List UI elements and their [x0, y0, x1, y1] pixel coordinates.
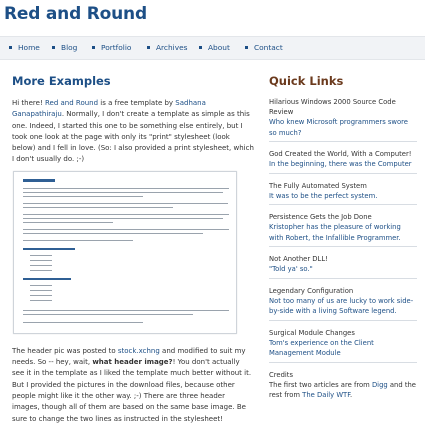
quick-link-title: Surgical Module Changes	[269, 328, 355, 337]
thumbnail-title-line	[23, 179, 55, 182]
quick-link-item	[269, 328, 417, 363]
bullet-icon	[9, 46, 12, 49]
header-pic-paragraph: The header pic was posted to stock.xchng and modified to suit my needs. So -- hey, wait, what header image?! You don't actually see it in the template as I liked the template much better without it. But I provided the pictures in the download files, because other people might like it the other way. ;-) There are three header images, though all of them are based on the same base image. Be sure to change the two lines as instructed in the stylesheet!	[12, 346, 252, 423]
quick-link[interactable]: Kristopher has the pleasure of working with Robert, the Infallible Programmer.	[269, 222, 417, 247]
site-title[interactable]: Red and Round	[4, 4, 147, 24]
nav-item-label: Home	[18, 43, 40, 52]
bullet-icon	[92, 46, 95, 49]
intro-paragraph: Hi there! Red and Round is a free template by Sadhana Ganapathiraju. Normally, I don't create a template as simple as this one. Indeed, I started this one to be something else entirely, but I took one look at the page with only its "print" stylesheet (look below) and I fell in love. (So: I also provided a print stylesheet, which I don't usually do. ;-)	[12, 99, 254, 164]
main-nav	[0, 36, 425, 60]
quick-link[interactable]: In the beginning, there was the Computer	[269, 159, 417, 174]
bullet-icon	[245, 46, 248, 49]
nav-item-label: Archives	[156, 43, 188, 52]
nav-item-archives[interactable]	[147, 43, 188, 52]
nav-item-about[interactable]	[199, 43, 230, 52]
quick-link-item	[269, 149, 417, 174]
bullet-icon	[199, 46, 202, 49]
nav-item-label: Portfolio	[101, 43, 132, 52]
quick-link[interactable]: It was to be the perfect system.	[269, 191, 417, 206]
quick-link-item	[269, 181, 417, 206]
nav-item-portfolio[interactable]	[92, 43, 131, 52]
page-title: More Examples	[12, 74, 111, 88]
nav-item-home[interactable]	[9, 43, 40, 52]
quick-link-item	[269, 286, 417, 321]
quick-link[interactable]: Who knew Microsoft programmers swore so much?	[269, 117, 417, 142]
stock-xchng-link[interactable]: stock.xchng	[117, 346, 160, 355]
sidebar-heading: Quick Links	[269, 74, 344, 88]
author-link[interactable]: Sadhana Ganapathiraju	[12, 99, 206, 119]
quick-link-title: God Created the World, With a Computer!	[269, 150, 412, 158]
quick-link-item	[269, 97, 417, 142]
print-stylesheet-screenshot	[13, 171, 237, 334]
bullet-icon	[147, 46, 150, 49]
daily-wtf-link[interactable]: The Daily WTF	[302, 391, 351, 399]
quick-link-item	[269, 212, 417, 247]
bullet-icon	[52, 46, 55, 49]
nav-item-label: Blog	[61, 43, 78, 52]
quick-link-item	[269, 254, 417, 279]
quick-link[interactable]: Tom's experience on the Client Management Module	[269, 338, 417, 363]
quick-link-title: Hilarious Windows 2000 Source Code Review	[269, 98, 396, 116]
nav-item-contact[interactable]	[245, 43, 283, 52]
quick-link[interactable]: "Told ya' so."	[269, 264, 417, 279]
site-header	[0, 0, 425, 36]
credits-title: Credits	[269, 370, 293, 379]
quick-link-title: Persistence Gets the Job Done	[269, 213, 372, 221]
quick-link-title: The Fully Automated System	[269, 181, 367, 190]
sidebar	[269, 74, 417, 408]
digg-link[interactable]: Digg	[371, 380, 388, 389]
credits-block	[269, 370, 417, 401]
quick-link[interactable]: Not too many of us are lucky to work side-by-side with a living Software legend.	[269, 296, 417, 321]
quick-link-title: Not Another DLL!	[269, 255, 328, 263]
nav-item-blog[interactable]	[52, 43, 77, 52]
nav-item-label: Contact	[254, 43, 283, 52]
nav-item-label: About	[208, 43, 230, 52]
credits-text: The first two articles are from Digg and the rest from The Daily WTF.	[269, 380, 416, 399]
template-link[interactable]: Red and Round	[44, 99, 99, 107]
quick-link-title: Legendary Configuration	[269, 286, 354, 295]
